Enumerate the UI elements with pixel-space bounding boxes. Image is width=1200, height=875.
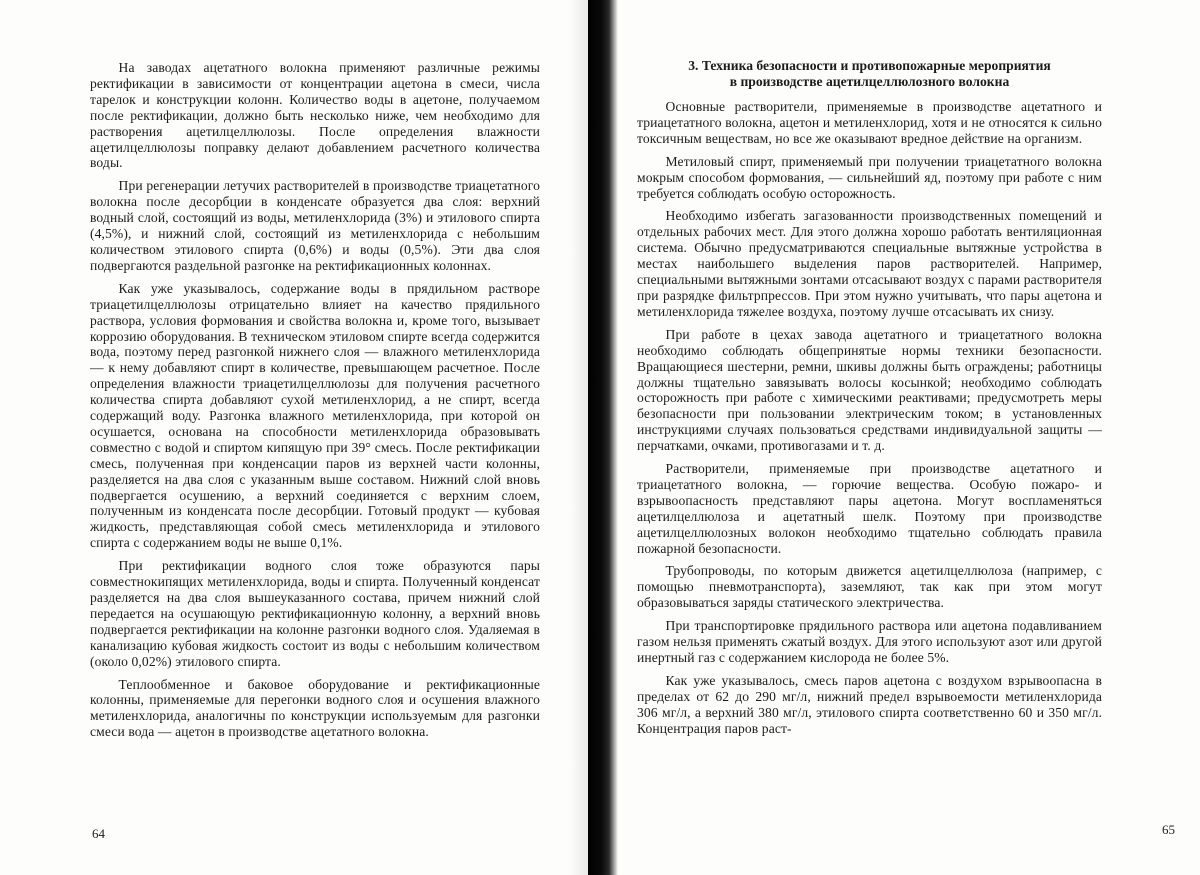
right-paragraph-1: Основные растворители, применяемые в производстве ацетатного и триацетатного волокна, ацетон и метиленхлорид, хотя и не относятся к сильно токсичным веществам, но все же оказывают вредное действие на организм. [637, 99, 1102, 146]
left-page-number: 64 [92, 826, 105, 841]
left-paragraph-5: Теплообменное и баковое оборудование и ректификационные колонны, применяемые для перегонки водного слоя и осушения влажного метиленхлорида, аналогичны по конструкции используемым для разгонки смеси вода — ацетон в производстве ацетатного волокна. [90, 676, 540, 740]
section-heading [637, 58, 1102, 90]
right-paragraph-8: Как уже указывалось, смесь паров ацетона с воздухом взрывоопасна в пределах от 62 до 290 мг/л, нижний предел взрывоемости метиленхлорида 306 мг/л, а верхний 380 мг/л, этилового спирта соответственно 60 и 350 мг/л. Концентрация паров раст- [637, 672, 1102, 736]
left-text-column [90, 60, 540, 747]
right-paragraph-5: Растворители, применяемые при производстве ацетатного и триацетатного волокна, — горючие вещества. Особую пожаро- и взрывоопасность представляют пары ацетона. Могут воспламеняться ацетилцеллюлоза и ацетатный шелк. Поэтому при производстве ацетилцеллюлозных волокон необходимо тщательно соблюдать правила пожарной безопасности. [637, 461, 1102, 556]
right-paragraph-7: При транспортировке прядильного раствора или ацетона подавливанием газом нельзя применять сжатый воздух. Для этого используют азот или другой инертный газ с содержанием кислорода не более 5%. [637, 618, 1102, 665]
left-paragraph-3: Как уже указывалось, содержание воды в прядильном растворе триацетилцеллюлозы отрицательно влияет на качество прядильного раствора, условия формования и свойства волокна и, кроме того, вызывает коррозию оборудования. В техническом этиловом спирте всегда содержится вода, поэтому перед разгонкой нижнего слоя — влажного метиленхлорида — к нему добавляют спирт в количестве, превышающем расчетное. После определения влажности триацетилцеллюлозы для получения расчетного количества спирта добавляют сухой метиленхлорид, а не спирт, всегда содержащий воду. Разгонка влажного метиленхлорида, при которой он осушается, основана на способности метиленхлорида образовывать совместно с водой и спиртом кипящую при 39° смесь. После ректификации смесь, полученная при конденсации паров из верхней части колонны, разделяется на два слоя с указанным выше составом. Нижний слой вновь подвергается осушению, а верхний соединяется с верхним слоем, полученным из конденсата после десорбции. Готовый продукт — кубовая жидкость, представляющая собой смесь метиленхлорида и этилового спирта с содержанием воды не выше 0,1%. [90, 280, 540, 551]
left-page [0, 0, 588, 875]
right-paragraph-3: Необходимо избегать загазованности производственных помещений и отдельных рабочих мест. Для этого должна хорошо работать вентиляционная система. Обычно предусматриваются специальные вытяжные устройства в местах наибольшего выделения паров растворителей. Например, специальными вытяжными зонтами отсасывают воздух с парами растворителя при разрядке фильтрпрессов. При этом нужно учитывать, что пары ацетона и метиленхлорида тяжелее воздуха, поэтому лучше отсасывать их снизу. [637, 208, 1102, 319]
right-page-number: 65 [1162, 822, 1175, 837]
left-paragraph-1: На заводах ацетатного волокна применяют различные режимы ректификации в зависимости от концентрации ацетона в смеси, числа тарелок и конструкции колонн. Количество воды в ацетоне, получаемом после ректификации, должно быть несколько ниже, чем необходимо для растворения ацетилцеллюлозы. После определения влажности ацетилцеллюлозы поправку делают добавлением расчетного количества воды. [90, 60, 540, 171]
right-paragraph-6: Трубопроводы, по которым движется ацетилцеллюлоза (например, с помощью пневмотранспорта), заземляют, так как при этом могут образовываться заряды статического электричества. [637, 563, 1102, 611]
section-heading-line-1: 3. Техника безопасности и противопожарные мероприятия [688, 58, 1051, 73]
right-text-column [637, 58, 1102, 744]
book-gutter-shadow [588, 0, 618, 875]
left-paragraph-4: При ректификации водного слоя тоже образуются пары совместнокипящих метиленхлорида, воды и спирта. Полученный конденсат разделяется на два слоя вышеуказанного состава, причем нижний слой передается на осушающую ректификационную колонну, а верхний вновь подвергается ректификации на колонне разгонки водного слоя. Удаляемая в канализацию кубовая жидкость состоит из воды с небольшим количеством (около 0,02%) этилового спирта. [90, 558, 540, 669]
section-heading-line-2: в производстве ацетилцеллюлозного волокна [729, 74, 1010, 89]
gutter-shadow-left [570, 0, 588, 875]
right-paragraph-4: При работе в цехах завода ацетатного и триацетатного волокна необходимо соблюдать общепринятые нормы техники безопасности. Вращающиеся шестерни, ремни, шкивы должны быть ограждены; работницы должны тщательно завязывать волосы косынкой; необходимо соблюдать осторожность при работе с химическими реактивами; предусмотреть меры безопасности при пользовании электрическим током; в установленных инструкциями случаях пользоваться средствами индивидуальной защиты — перчатками, очками, противогазами и т. д. [637, 326, 1102, 454]
right-page [588, 0, 1200, 875]
left-paragraph-2: При регенерации летучих растворителей в производстве триацетатного волокна после десорбции в конденсате образуется два слоя: верхний водный слой, состоящий из воды, метиленхлорида (3%) и этилового спирта (4,5%), и нижний слой, состоящий из метиленхлорида с небольшим количеством этилового спирта (0,6%) и воды (0,5%). Эти два слоя подвергаются раздельной разгонке на ректификационных колоннах. [90, 178, 540, 273]
right-paragraph-2: Метиловый спирт, применяемый при получении триацетатного волокна мокрым способом формования, — сильнейший яд, поэтому при работе с ним требуется соблюдать особую осторожность. [637, 153, 1102, 201]
